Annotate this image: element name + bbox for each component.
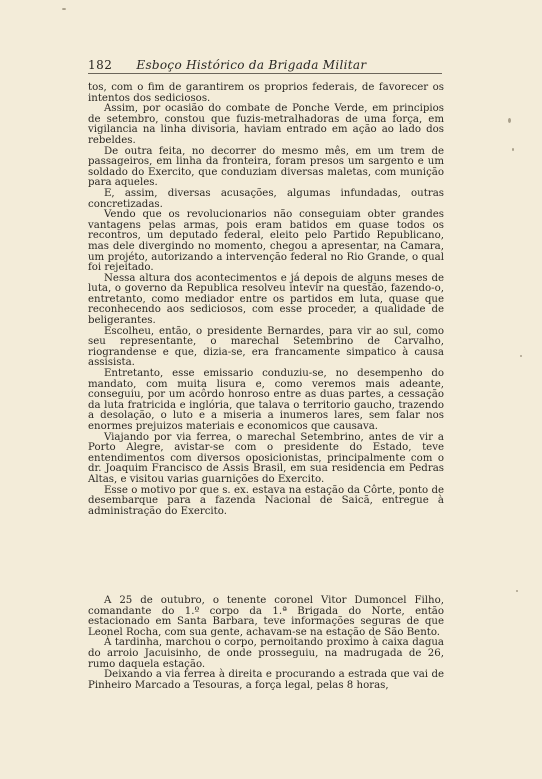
page-number: 182: [88, 58, 113, 72]
paragraph: tos, com o fim de garantirem os proprios federais, de favorecer os intentos dos sediciosos.: [88, 82, 444, 104]
paper-speck: [62, 8, 66, 10]
paper-speck: [512, 148, 514, 151]
paper-speck: [516, 590, 518, 592]
page-header: [88, 58, 442, 74]
paragraph: De outra feita, no decorrer do mesmo mês, em um trem de passageiros, em linha da fronteira, foram presos um sargento e um soldado do Exercito, que conduziam diversas maletas, com munição para aqueles.: [88, 145, 444, 189]
paragraph: Entretanto, esse emissario conduziu-se, no desempenho do mandato, com muita lisura e, como veremos mais adeante, conseguiu, por um acôrdo honroso entre as duas partes, a cessação da luta fratricida e inglória, que talava o territorio gaucho, trazendo a desolação, o luto e a miseria a inumeros lares, sem falar nos enormes prejuizos materiais e economicos que causava.: [88, 368, 444, 432]
paragraph: Esse o motivo por que s. ex. estava na estação da Côrte, ponto de desembarque para a fazenda Nacional de Saicã, entregue à administração do Exercito.: [88, 484, 444, 517]
paragraph: Vendo que os revolucionarios não conseguiam obter grandes vantagens pelas armas, pois eram batidos em quase todos os recontros, um deputado federal, eleito pelo Partido Republicano, mas dele divergindo no momento, chegou a apresentar, na Camara, um projéto, autorizando a intervenção federal no Rio Grande, o qual foi rejeitado.: [88, 209, 444, 274]
paragraph: À tardinha, marchou o corpo, pernoitando proximo à caixa dagua do arroio Jacuisinho, de onde prosseguiu, na madrugada de 26, rumo daquela estação.: [88, 637, 444, 670]
paragraph: Deixando a via ferrea à direita e procurando a estrada que vai de Pinheiro Marcado a Tesouras, a força legal, pelas 8 horas,: [88, 669, 444, 691]
paper-speck: [520, 355, 522, 357]
running-title: Esboço Histórico da Brigada Militar: [136, 58, 367, 72]
paragraph: Assim, por ocasião do combate de Ponche Verde, em principios de setembro, constou que fuzis-metralhadoras de uma força, em vigilancia na linha divisoria, haviam entrado em ação ao lado dos rebeldes.: [88, 103, 444, 146]
paper-speck: [508, 118, 511, 123]
paragraph: Viajando por via ferrea, o marechal Setembrino, antes de vir a Porto Alegre, avistar-se com o presidente do Estado, teve entendimentos com diversos oposicionistas, principalmente com o dr. Joaquim Francisco de Assis Brasil, em sua residencia em Pedras Altas, e visitou varias guarnições do Exercito.: [88, 431, 444, 485]
body-text-section-1: [88, 83, 444, 517]
paragraph: E, assim, diversas acusações, algumas infundadas, outras concretizadas.: [88, 187, 444, 210]
body-text-section-2: [88, 596, 444, 691]
paragraph: Nessa altura dos acontecimentos e já depois de alguns meses de luta, o governo da Republica resolveu intevir na questão, fazendo-o, entretanto, como mediador entre os partidos em luta, quase que reconhecendo aos sediciosos, com esse proceder, a qualidade de beligerantes.: [88, 272, 444, 327]
paragraph: A 25 de outubro, o tenente coronel Vitor Dumoncel Filho, comandante do 1.º corpo da 1.ª Brigada do Norte, então estacionado em Santa Barbara, teve informações seguras de que Leonel Rocha, com sua gente, achavam-se na estação de São Bento.: [88, 595, 444, 638]
paragraph: Escolheu, então, o presidente Bernardes, para vir ao sul, como seu representante, o marechal Setembrino de Carvalho, riograndense e que, dizia-se, era francamente simpatico à causa assisista.: [88, 325, 444, 369]
